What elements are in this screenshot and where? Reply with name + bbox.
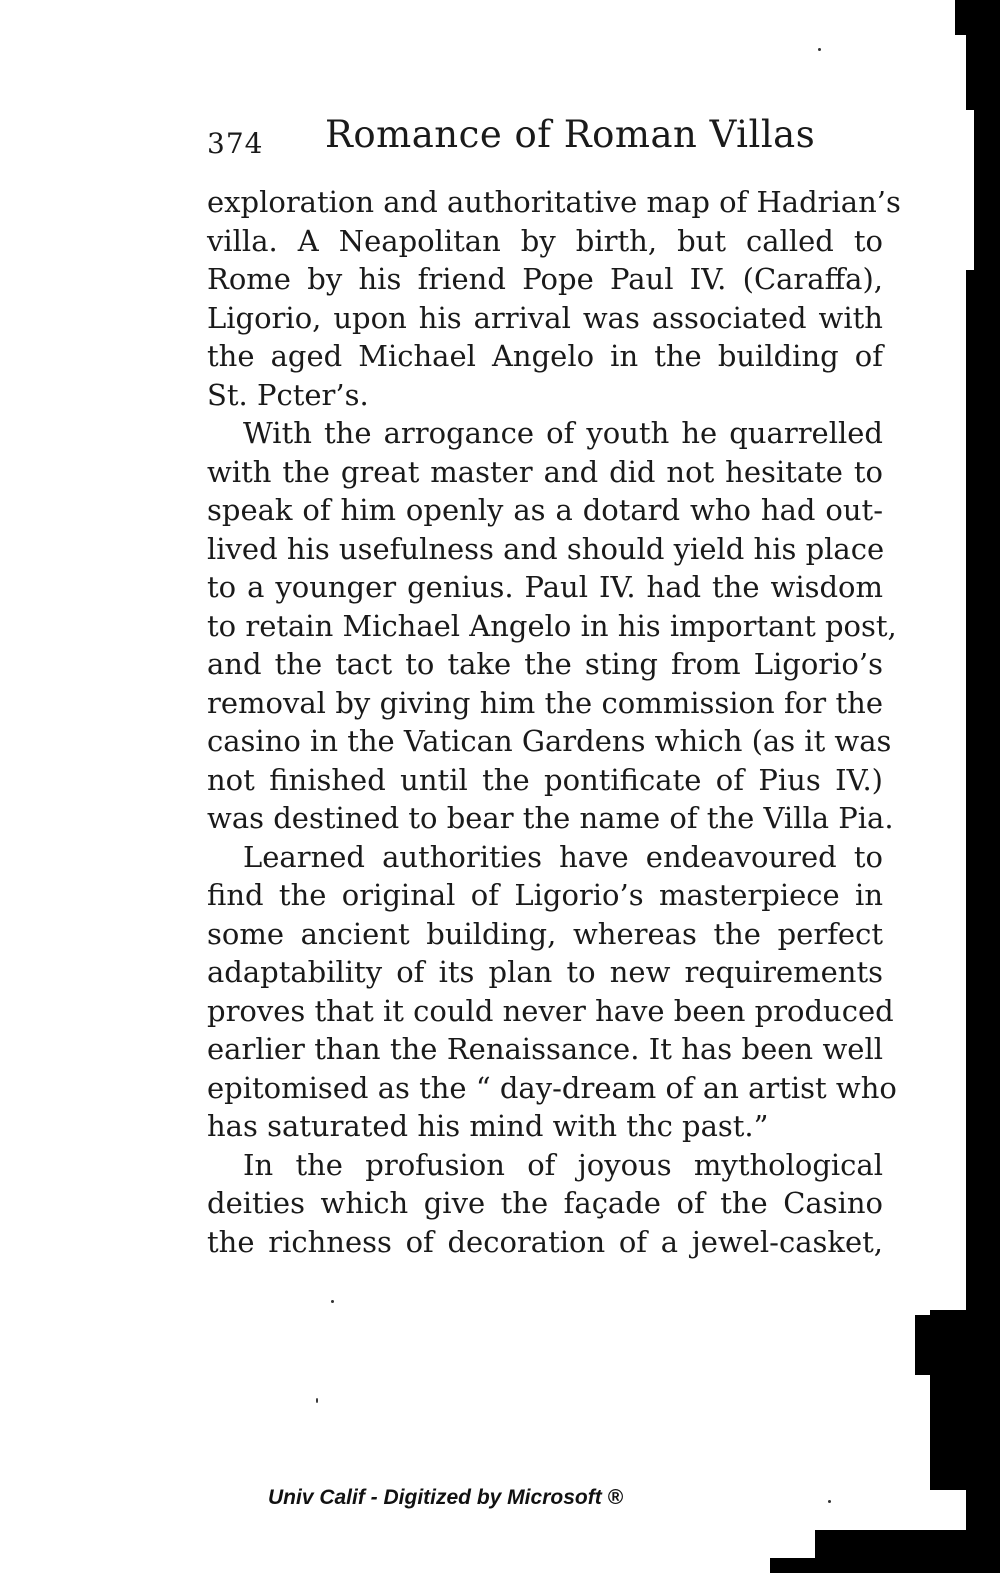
text-line: earlier than the Renaissance. It has been well: [207, 1032, 883, 1066]
text-line: St. Pcter’s.: [207, 377, 369, 412]
text-line: find the original of Ligorio’s masterpiece in: [207, 878, 883, 912]
text-line: and the tact to take the sting from Ligorio’s: [207, 647, 883, 681]
text-line: not finished until the pontificate of Pius IV.): [207, 762, 883, 797]
text-line: epitomised as the “ day-dream of an artist who: [207, 1070, 897, 1105]
scan-edge-shadow-lower-notch: [915, 1315, 931, 1375]
text-line: to a younger genius. Paul IV. had the wisdom: [207, 570, 883, 604]
text-line: the richness of decoration of a jewel-casket,: [207, 1224, 883, 1259]
text-line: Ligorio, upon his arrival was associated with: [207, 300, 883, 335]
page-header: [207, 113, 887, 163]
scan-speck: [331, 1300, 334, 1303]
text-line: villa. A Neapolitan by birth, but called to: [207, 223, 883, 258]
scan-speck: [818, 48, 821, 51]
text-line: proves that it could never have been produced: [207, 993, 894, 1028]
text-line: the aged Michael Angelo in the building of: [207, 339, 883, 373]
text-line: casino in the Vatican Gardens which (as it was: [207, 724, 892, 758]
text-line: exploration and authoritative map of Hadrian’s: [207, 185, 901, 219]
scan-speck: [316, 1398, 318, 1403]
page-number: 374: [207, 127, 264, 160]
text-line: With the arrogance of youth he quarrelled: [243, 416, 883, 450]
text-line: Rome by his friend Pope Paul IV. (Caraffa),: [207, 262, 883, 296]
text-line: lived his usefulness and should yield his place: [207, 531, 885, 566]
scan-speck: [828, 1500, 831, 1503]
text-line: deities which give the façade of the Casino: [207, 1186, 883, 1220]
text-line: removal by giving him the commission for the: [207, 685, 883, 720]
text-line: adaptability of its plan to new requirements: [207, 955, 883, 989]
scan-edge-shadow-top: [955, 0, 969, 35]
text-line: Learned authorities have endeavoured to: [243, 839, 883, 874]
text-line: In the profusion of joyous mythological: [243, 1147, 883, 1182]
body-text: [207, 183, 901, 1261]
scan-edge-shadow-bottom: [770, 1558, 970, 1573]
text-line: was destined to bear the name of the Villa Pia.: [207, 801, 894, 835]
text-line: speak of him openly as a dotard who had out-: [207, 493, 883, 527]
digitization-watermark: Univ Calif - Digitized by Microsoft ®: [268, 1486, 623, 1509]
scan-edge-gap: [960, 110, 974, 270]
running-title: Romance of Roman Villas: [325, 113, 816, 156]
text-line: with the great master and did not hesitate to: [207, 454, 883, 489]
scan-edge-shadow-bottom-upper: [815, 1530, 975, 1560]
text-line: some ancient building, whereas the perfect: [207, 916, 883, 951]
text-line: to retain Michael Angelo in his important post,: [207, 608, 897, 643]
text-line: has saturated his mind with thc past.”: [207, 1109, 769, 1143]
scan-edge-shadow-lower: [930, 1310, 970, 1490]
